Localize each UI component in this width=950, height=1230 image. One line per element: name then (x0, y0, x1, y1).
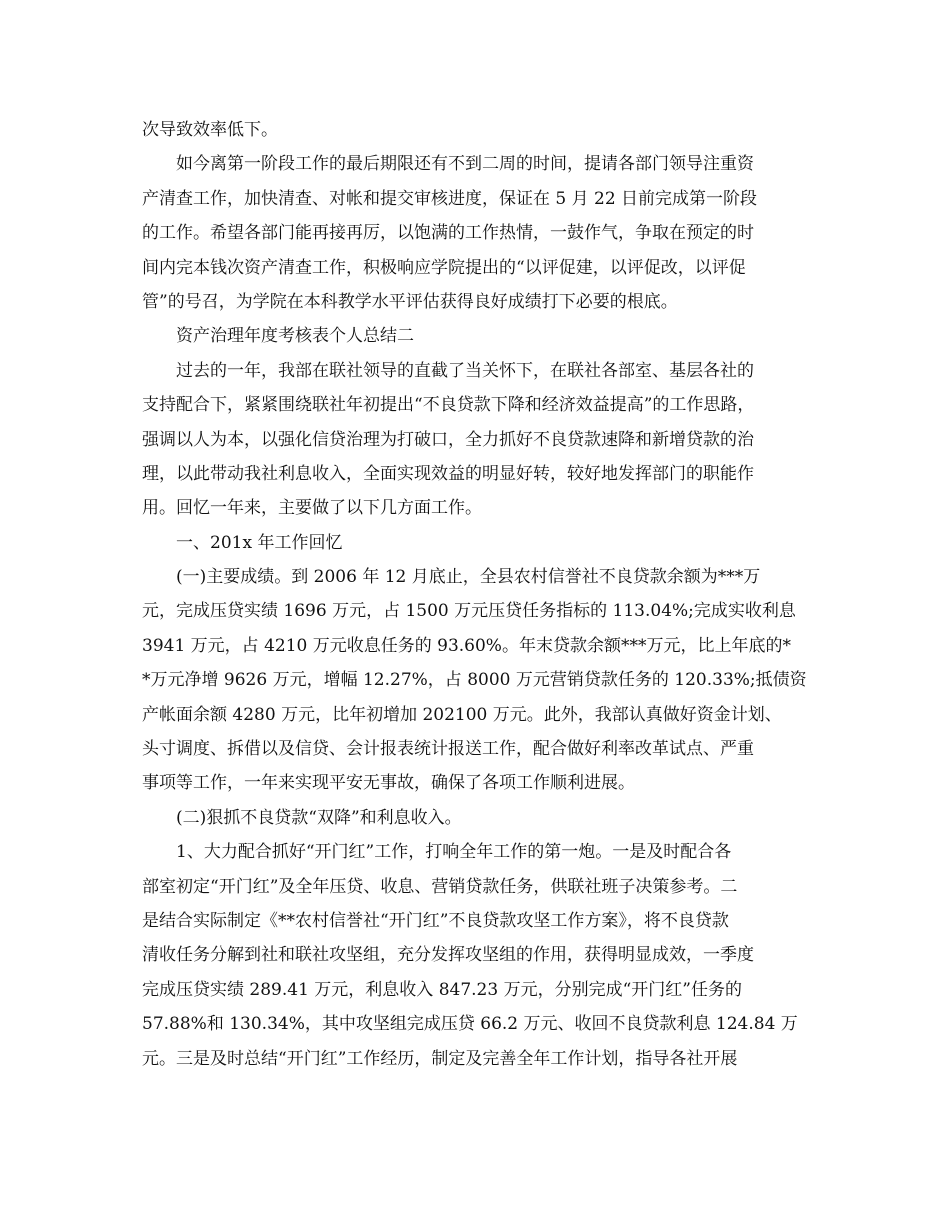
text-line: 产清查工作，加快清查、对帐和提交审核进度，保证在 5 月 22 日前完成第一阶段 (142, 188, 758, 209)
document-body (142, 113, 822, 1076)
text-line: 完成压贷实绩 289.41 万元，利息收入 847.23 万元，分别完成“开门红”任务的 (142, 979, 742, 1000)
text-line: 如今离第一阶段工作的最后期限还有不到二周的时间，提请各部门领导注重资 (176, 154, 754, 175)
text-line: 3941 万元，占 4210 万元收息任务的 93.60%。年末贷款余额***万元，比上年底的* (142, 635, 791, 656)
text-line: 清收任务分解到社和联社攻坚组，充分发挥攻坚组的作用，获得明显成效，一季度 (142, 945, 754, 966)
text-line: 的工作。希望各部门能再接再厉，以饱满的工作热情，一鼓作气，争取在预定的时 (142, 223, 754, 244)
section-heading: 一、201x 年工作回忆 (176, 532, 343, 553)
section-heading: 资产治理年度考核表个人总结二 (176, 326, 414, 347)
text-line: 元。三是及时总结“开门红”工作经历，制定及完善全年工作计划，指导各社开展 (142, 1048, 738, 1069)
text-line: 支持配合下，紧紧围绕联社年初提出“不良贷款下降和经济效益提高”的工作思路， (142, 395, 755, 416)
text-line: 1、大力配合抓好“开门红”工作，打响全年工作的第一炮。一是及时配合各 (176, 842, 732, 863)
text-line: 用。回忆一年来，主要做了以下几方面工作。 (142, 498, 482, 519)
text-line: 事项等工作，一年来实现平安无事故，确保了各项工作顺利进展。 (142, 773, 635, 794)
text-line: 是结合实际制定《**农村信誉社“开门红”不良贷款攻坚工作方案》，将不良贷款 (142, 910, 729, 931)
text-line: 57.88%和 130.34%，其中攻坚组完成压贷 66.2 万元、收回不良贷款利息 124.84 万 (142, 1014, 798, 1035)
text-line: (一)主要成绩。到 2006 年 12 月底止，全县农村信誉社不良贷款余额为***万 (176, 567, 761, 588)
text-line: 次导致效率低下。 (142, 120, 278, 140)
text-line: 元，完成压贷实绩 1696 万元，占 1500 万元压贷任务指标的 113.04%;完成实收利息 (142, 601, 796, 622)
text-line: 过去的一年，我部在联社领导的直截了当关怀下，在联社各部室、基层各社的 (176, 360, 754, 381)
text-line: 强调以人为本，以强化信贷治理为打破口，全力抓好不良贷款速降和新增贷款的治 (142, 429, 754, 450)
text-line: 产帐面余额 4280 万元，比年初增加 202100 万元。此外，我部认真做好资金计划、 (142, 704, 782, 725)
text-line: 理，以此带动我社利息收入，全面实现效益的明显好转，较好地发挥部门的职能作 (142, 463, 754, 484)
text-line: 部室初定“开门红”及全年压贷、收息、营销贷款任务，供联社班子决策参考。二 (142, 876, 738, 897)
section-heading: (二)狠抓不良贷款“双降”和利息收入。 (176, 807, 462, 828)
text-line: *万元净增 9626 万元，增幅 12.27%，占 8000 万元营销贷款任务的 120.33%;抵债资 (142, 670, 807, 691)
text-line: 管”的号召，为学院在本科教学水平评估获得良好成绩打下必要的根底。 (142, 291, 678, 312)
text-line: 间内完本钱次资产清查工作，积极响应学院提出的“以评促建，以评促改，以评促 (142, 257, 746, 278)
text-line: 头寸调度、拆借以及信贷、会计报表统计报送工作，配合做好利率改革试点、严重 (142, 739, 754, 760)
